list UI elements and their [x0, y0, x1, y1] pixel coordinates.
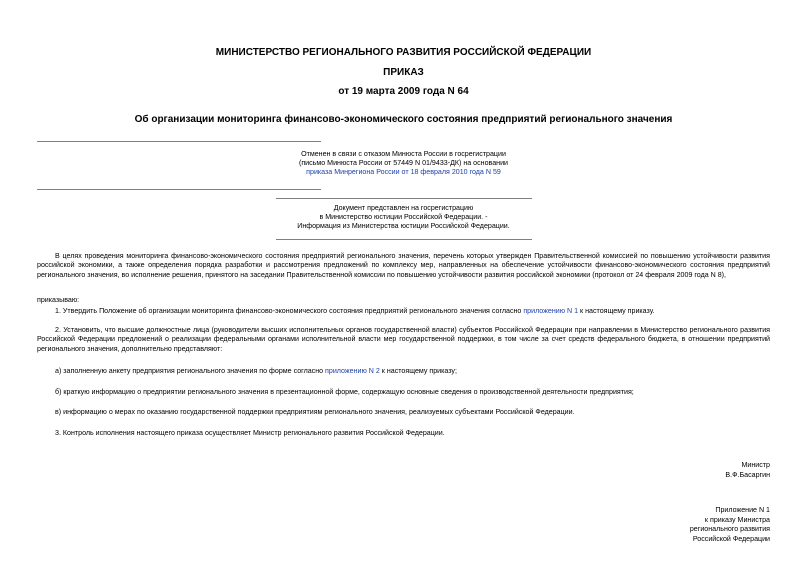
- item-2: 2. Установить, что высшие должностные лица (руководители высших исполнительных органов государственной власти) субъектов Российской Федерации при направлении в Министерство регионального развития Российской Федерации предложений о реализации федеральными органами исполнительной власти мер государственной поддержки, в том числе за счет средств федерального бюджета, в отношении предприятий регионального значения, дополнительно представляют:: [37, 326, 770, 353]
- item-2a-text-end: к настоящему приказу;: [379, 367, 457, 375]
- ministry-name: МИНИСТЕРСТВО РЕГИОНАЛЬНОГО РАЗВИТИЯ РОССИЙСКОЙ ФЕДЕРАЦИИ: [215, 47, 592, 58]
- document-title: Об организации мониторинга финансово-экономического состояния предприятий регионального значения: [134, 114, 673, 125]
- appendix-line: регионального развития: [689, 525, 770, 533]
- cancel-note-line: Отменен в связи с отказом Минюста России в госрегистрации: [301, 150, 506, 158]
- document-date-number: от 19 марта 2009 года N 64: [338, 86, 469, 97]
- separator-line: [37, 189, 321, 190]
- cancel-note: [236, 150, 571, 177]
- appendix-2-link[interactable]: приложению N 2: [325, 367, 380, 375]
- signature-position: Министр: [741, 461, 770, 469]
- item-2a: [37, 367, 770, 376]
- signature-block: [570, 461, 770, 480]
- appendix-1-link[interactable]: приложению N 1: [523, 307, 579, 315]
- intro-paragraph: В целях проведения мониторинга финансово-экономического состояния предприятий регионального значения, перечень которых утвержден Правительственной комиссией по повышению устойчивости развития российской экономики, а также определения порядка разработки и рассмотрения предложений по комплексу мер, направленных на обеспечение устойчивости финансово-экономического состояния предприятий регионального значения, во исполнение решения, принятого на заседании Правительственной комиссии по повышению устойчивости развития российской экономики (протокол от 24 февраля 2009 года N 8),: [37, 252, 770, 279]
- separator-line: [276, 198, 532, 199]
- registration-note-line: Информация из Министерства юстиции Российской Федерации.: [297, 222, 510, 230]
- appendix-line: Российской Федерации: [692, 534, 770, 543]
- signature-name: В.Ф.Басаргин: [725, 470, 770, 479]
- order-word: приказываю:: [37, 296, 80, 304]
- appendix-line: Приложение N 1: [715, 506, 770, 514]
- item-2c: в) информацию о мерах по оказанию государственной поддержки предприятиям регионального значения, реализуемых субъектами Российской Федерации.: [55, 408, 575, 416]
- cancel-order-link[interactable]: приказа Минрегиона России от 18 февраля 2010 года N 59: [306, 168, 501, 176]
- item-3: 3. Контроль исполнения настоящего приказа осуществляет Министр регионального развития Российской Федерации.: [55, 429, 445, 437]
- cancel-note-line: (письмо Минюста России от 57449 N 01/9433-ДК) на основании: [298, 159, 509, 167]
- item-1: [37, 307, 770, 316]
- item-2b: б) краткую информацию о предприятии регионального значения в презентационной форме, содержащую основные сведения о производственной деятельности предприятия;: [55, 388, 634, 396]
- item-1-text: 1. Утвердить Положение об организации мониторинга финансово-экономического состояния предприятий регионального значения согласно: [55, 307, 524, 315]
- registration-note: [236, 204, 571, 231]
- separator-line: [37, 141, 321, 142]
- registration-note-line: Документ представлен на госрегистрацию: [333, 204, 474, 212]
- separator-line: [276, 239, 532, 240]
- registration-note-line: в Министерство юстиции Российской Федерации. -: [319, 213, 488, 221]
- item-1-text-end: к настоящему приказу.: [578, 307, 655, 315]
- appendix-header: [570, 506, 770, 544]
- appendix-line: к приказу Министра: [704, 515, 770, 524]
- item-2a-text: а) заполненную анкету предприятия регионального значения по форме согласно: [55, 367, 326, 375]
- document-type: ПРИКАЗ: [383, 67, 424, 78]
